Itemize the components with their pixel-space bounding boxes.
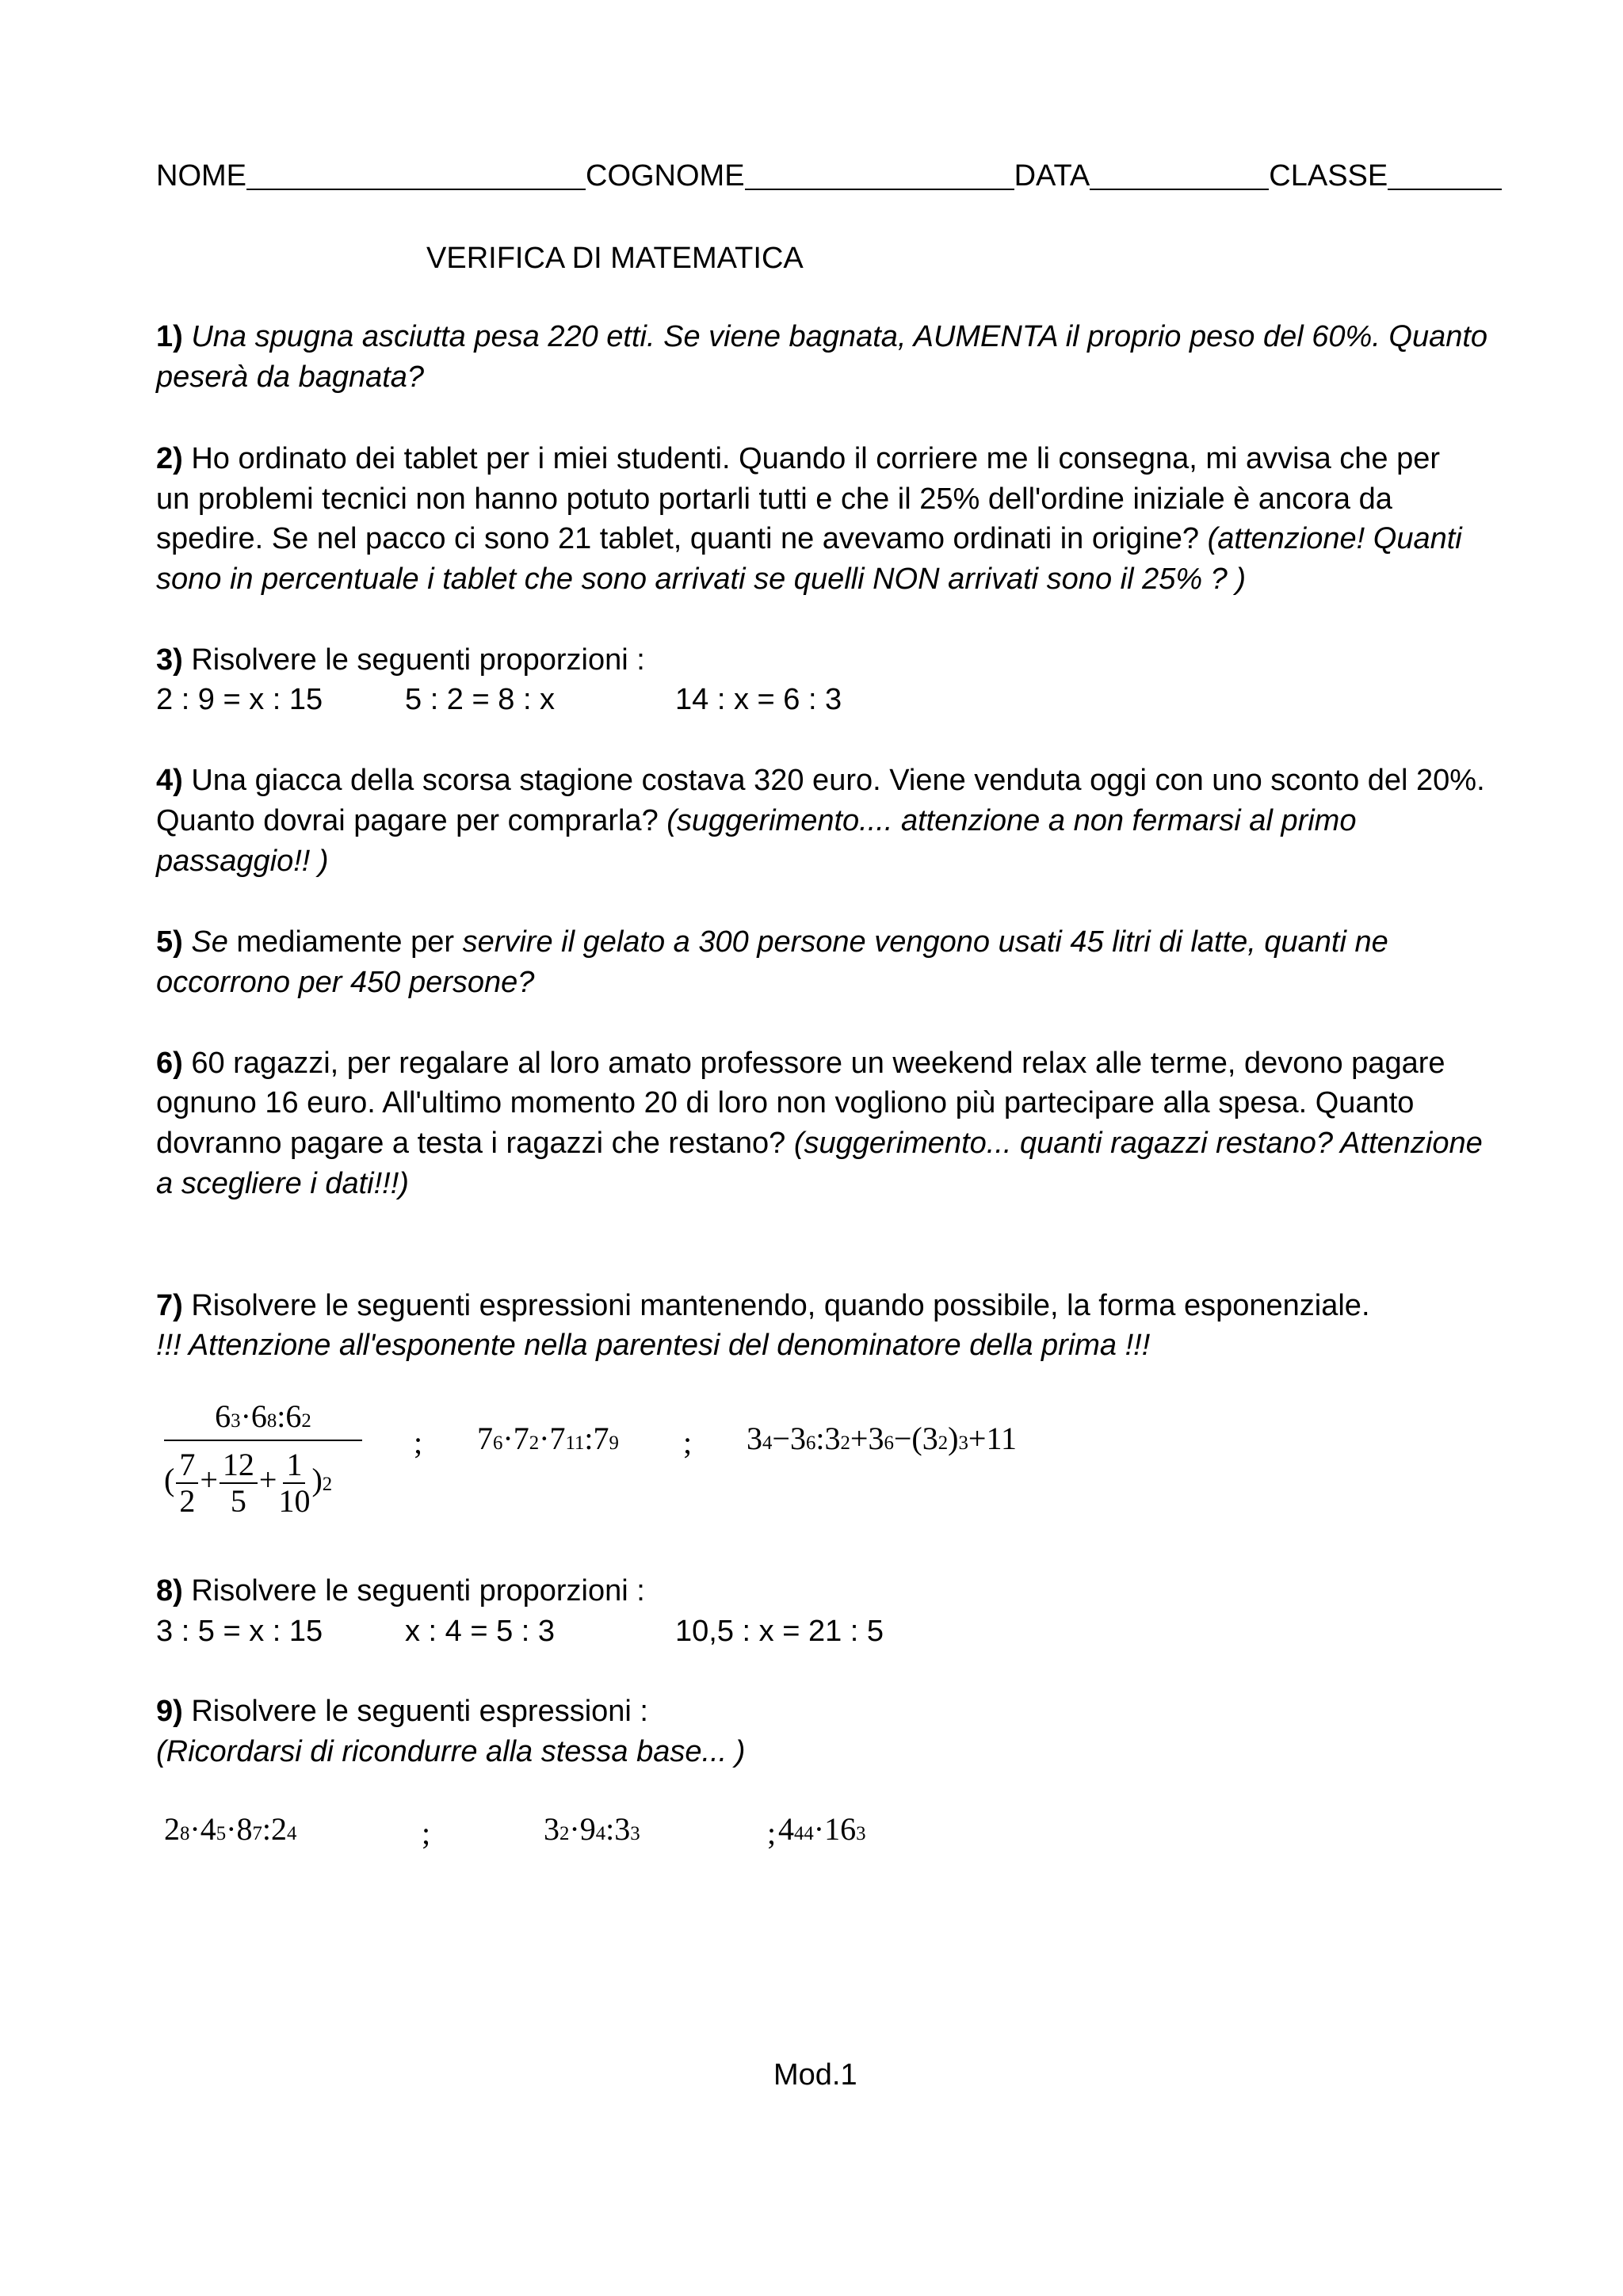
q4-line1 bbox=[156, 765, 1485, 795]
q6-line4 bbox=[156, 1169, 409, 1199]
cognome-label: COGNOME bbox=[586, 159, 745, 193]
q4-line2 bbox=[156, 806, 1356, 836]
q2-text-1: Ho ordinato dei tablet per i miei studenti. Quando il corriere me li consegna, mi avvisa che per bbox=[191, 442, 1441, 475]
q4-text-1: Una giacca della scorsa stagione costava 320 euro. Viene venduta oggi con uno sconto del 20%. bbox=[191, 764, 1485, 797]
q3-number: 3) bbox=[156, 643, 183, 677]
q9-expression-1: $2^8\cdot 4^5\cdot 8^7:2^4$ bbox=[164, 1811, 297, 1847]
q6-text-2: ognuno 16 euro. All'ultimo momento 20 di loro non vogliono più partecipare alla spesa. Quanto bbox=[156, 1086, 1415, 1119]
data-field[interactable] bbox=[1090, 162, 1269, 190]
classe-field[interactable] bbox=[1388, 162, 1502, 190]
q6-line3 bbox=[156, 1128, 1483, 1158]
q8-proportion-1: 3 : 5 = x : 15 bbox=[156, 1615, 323, 1648]
q6-text-3-hint: (suggerimento... quanti ragazzi restano? Attenzione bbox=[793, 1127, 1483, 1160]
q3-proportion-1: 2 : 9 = x : 15 bbox=[156, 683, 323, 716]
q5-line1 bbox=[156, 927, 1388, 957]
q5-text-2: occorrono per 450 persone? bbox=[156, 966, 535, 999]
q7-text-2: !!! Attenzione all'esponente nella parentesi del denominatore della prima !!! bbox=[156, 1329, 1151, 1362]
q6-line1 bbox=[156, 1048, 1445, 1078]
q4-text-3: passaggio!! ) bbox=[156, 845, 329, 878]
q1-number: 1) bbox=[156, 320, 183, 353]
q2-line3 bbox=[156, 524, 1462, 554]
q5-word-se: Se bbox=[191, 925, 228, 959]
page-title: VERIFICA DI MATEMATICA bbox=[426, 242, 804, 275]
q9-hint: (Ricordarsi di ricondurre alla stessa base... ) bbox=[156, 1735, 746, 1768]
q9-number: 9) bbox=[156, 1695, 183, 1728]
q7-number: 7) bbox=[156, 1289, 183, 1322]
q4-text-2: Quanto dovrai pagare per comprarla? bbox=[156, 804, 667, 837]
q1-text-1: Una spugna asciutta pesa 220 etti. Se viene bagnata, AUMENTA il proprio peso del 60%. Quanto bbox=[191, 320, 1488, 353]
q2-text-3: spedire. Se nel pacco ci sono 21 tablet, quanti ne avevamo ordinati in origine? bbox=[156, 522, 1208, 555]
nome-label: NOME bbox=[156, 159, 246, 193]
q3-text: Risolvere le seguenti proporzioni : bbox=[191, 643, 645, 677]
q8-number: 8) bbox=[156, 1574, 183, 1608]
q6-text-4: a scegliere i dati!!!) bbox=[156, 1167, 409, 1200]
q2-text-2: un problemi tecnici non hanno potuto portarli tutti e che il 25% dell'ordine iniziale è ancora da bbox=[156, 482, 1392, 516]
q5-line2 bbox=[156, 967, 534, 997]
q5-text-1: servire il gelato a 300 persone vengono usati 45 litri di latte, quanti ne bbox=[462, 925, 1388, 959]
q9-expression-2: $3^2\cdot 9^4:3^3$ bbox=[544, 1811, 640, 1847]
q4-text-2-hint: (suggerimento.... attenzione a non fermarsi al primo bbox=[666, 804, 1357, 837]
q2-line2 bbox=[156, 484, 1392, 514]
q6-line2 bbox=[156, 1088, 1414, 1118]
q8-text: Risolvere le seguenti proporzioni : bbox=[191, 1574, 645, 1608]
q2-line1 bbox=[156, 444, 1440, 474]
cognome-field[interactable] bbox=[745, 162, 1014, 190]
q7-expression-1 bbox=[164, 1398, 362, 1519]
q4-line3 bbox=[156, 846, 329, 876]
q6-number: 6) bbox=[156, 1047, 183, 1080]
nome-field[interactable] bbox=[246, 162, 586, 190]
q7-line1 bbox=[156, 1291, 1370, 1321]
q6-text-3: dovranno pagare a testa i ragazzi che restano? bbox=[156, 1127, 794, 1160]
q2-text-3-hint: (attenzione! Quanti bbox=[1207, 522, 1462, 555]
q7-line2 bbox=[156, 1330, 1150, 1360]
q1-text-2: peserà da bagnata? bbox=[156, 360, 425, 394]
q8-line1 bbox=[156, 1576, 645, 1606]
q3-proportion-2: 5 : 2 = 8 : x bbox=[405, 683, 556, 716]
q1-line1 bbox=[156, 322, 1487, 352]
header-line bbox=[156, 161, 1502, 191]
q3-line1 bbox=[156, 645, 645, 675]
q7-expression-3: $3^4-3^6:3^2+3^6-(3^2)^3+11$ bbox=[747, 1421, 1017, 1456]
q9-text: Risolvere le seguenti espressioni : bbox=[191, 1695, 648, 1728]
q9-separator-2: ; bbox=[767, 1815, 777, 1851]
q5-number: 5) bbox=[156, 925, 183, 959]
q1-line2 bbox=[156, 362, 424, 392]
q7-text-1: Risolvere le seguenti espressioni mantenendo, quando possibile, la forma esponenziale. bbox=[191, 1289, 1370, 1322]
classe-label: CLASSE bbox=[1269, 159, 1388, 193]
q7-expression-2: $7^6\cdot 7^2\cdot 7^{11}:7^9$ bbox=[477, 1421, 619, 1456]
q8-proportion-3: 10,5 : x = 21 : 5 bbox=[675, 1615, 884, 1648]
q2-line4 bbox=[156, 564, 1246, 594]
footer-mod: Mod.1 bbox=[773, 2058, 857, 2092]
q3-proportion-3: 14 : x = 6 : 3 bbox=[675, 683, 842, 716]
q6-text-1: 60 ragazzi, per regalare al loro amato professore un weekend relax alle terme, devono pagare bbox=[191, 1047, 1445, 1080]
q9-line1 bbox=[156, 1696, 648, 1726]
q7-separator-2: ; bbox=[683, 1425, 693, 1460]
q7-separator-1: ; bbox=[414, 1425, 423, 1460]
q9-separator-1: ; bbox=[422, 1815, 431, 1851]
q2-text-4: sono in percentuale i tablet che sono arrivati se quelli NON arrivati sono il 25% ? ) bbox=[156, 563, 1247, 596]
q7-expr1-fraction-bar bbox=[164, 1440, 362, 1441]
q7-expr1-denominator: ( $\frac{7}{2}$ + $\frac{12}{5}$ + $\frac{1}{10}$ )$^2$ bbox=[164, 1447, 333, 1519]
q9-expression-3: $4^{44}\cdot 16^3$ bbox=[778, 1811, 866, 1847]
q9-line2 bbox=[156, 1737, 745, 1767]
q2-number: 2) bbox=[156, 442, 183, 475]
q5-word-mediamente: mediamente per bbox=[227, 925, 463, 959]
q8-proportion-2: x : 4 = 5 : 3 bbox=[405, 1615, 556, 1648]
q7-expr1-numerator: $6^3\cdot 6^8:6^2$ bbox=[215, 1398, 311, 1434]
q4-number: 4) bbox=[156, 764, 183, 797]
data-label: DATA bbox=[1014, 159, 1090, 193]
